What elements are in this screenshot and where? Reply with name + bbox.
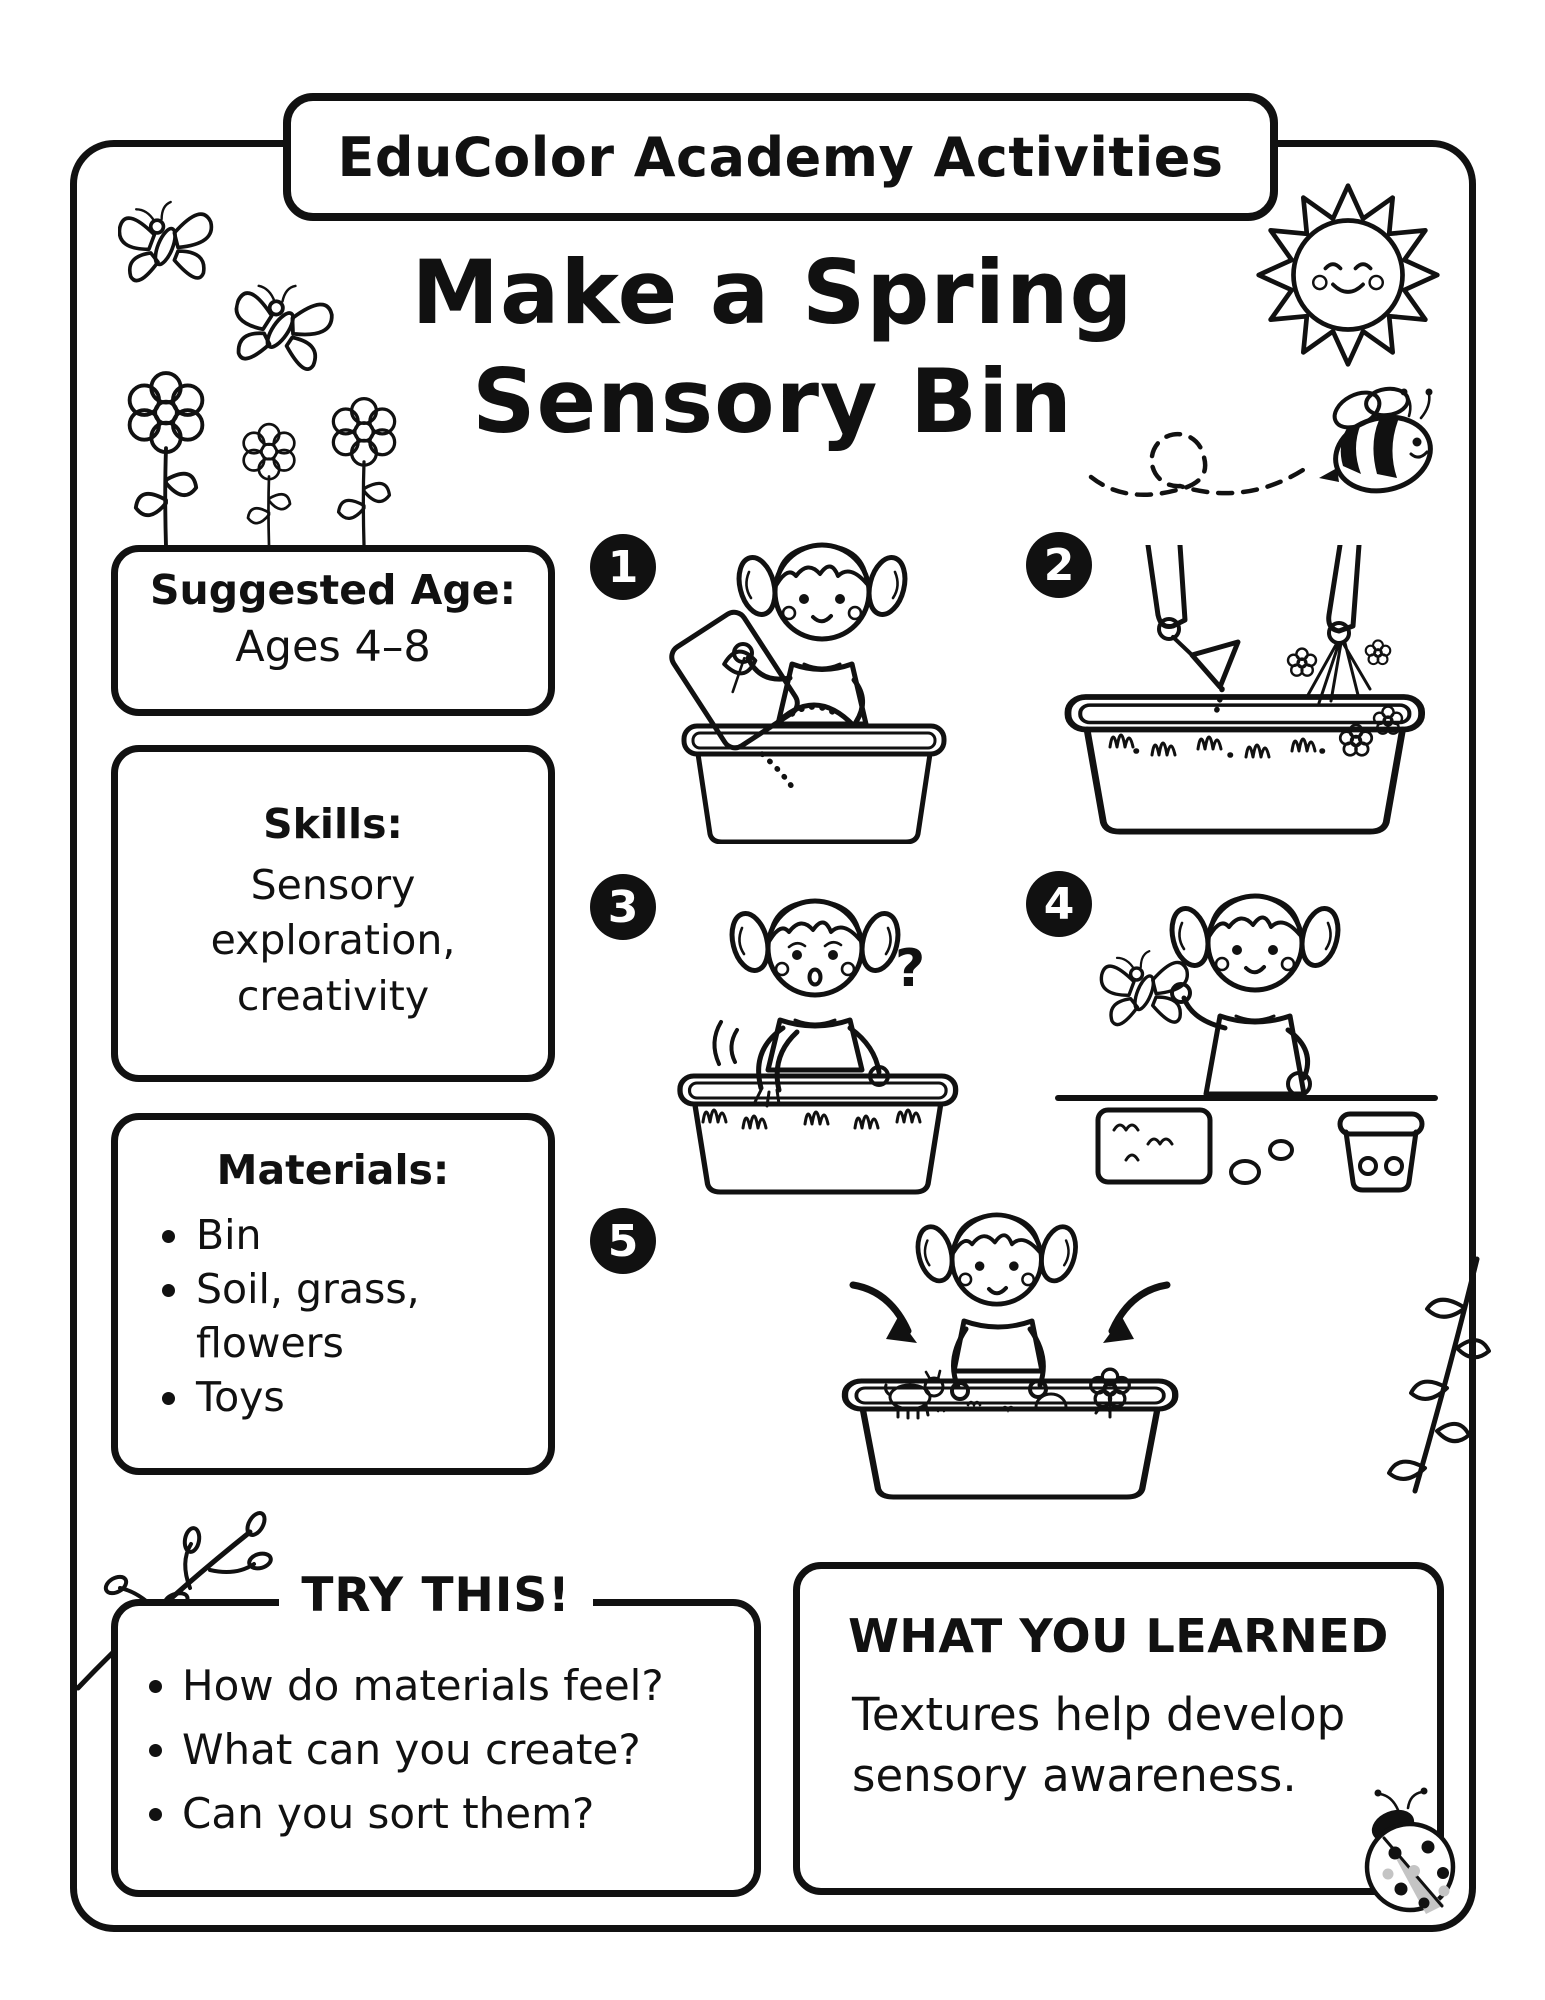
step-5-illustration <box>798 1193 1222 1503</box>
flower-icon <box>112 370 220 548</box>
step-4-badge: 4 <box>1026 871 1092 937</box>
step-3-illustration <box>645 858 985 1200</box>
ladybug-icon <box>1350 1786 1465 1918</box>
skills-label: Skills: <box>263 800 403 848</box>
flower-icon <box>228 422 310 546</box>
step-2-illustration <box>1040 545 1450 837</box>
step-1-badge: 1 <box>590 534 656 600</box>
materials-label: Materials: <box>216 1146 450 1194</box>
branch-icon <box>1345 1253 1495 1498</box>
suggested-age-value: Ages 4–8 <box>235 622 431 672</box>
page-title <box>300 238 1245 456</box>
skills-box <box>111 745 555 1082</box>
step-2-badge: 2 <box>1026 532 1092 598</box>
try-this-title: TRY THIS! <box>279 1568 592 1623</box>
try-this-list <box>118 1654 754 1845</box>
materials-item: • Toys <box>194 1370 548 1424</box>
try-this-item: • Can you sort them? <box>182 1782 754 1846</box>
title-line-1: Make a Spring <box>411 241 1134 344</box>
what-you-learned-box <box>793 1562 1444 1895</box>
materials-box <box>111 1113 555 1475</box>
title-line-2: Sensory Bin <box>472 350 1073 454</box>
skills-value: Sensory exploration, creativity <box>210 861 456 1020</box>
materials-item: • Bin <box>194 1208 548 1262</box>
suggested-age-box <box>111 545 555 716</box>
brand-header <box>283 93 1278 221</box>
try-this-item: • How do materials feel? <box>182 1654 754 1718</box>
step-5-badge: 5 <box>590 1208 656 1274</box>
step-1-illustration <box>642 512 987 844</box>
question-mark: ? <box>895 939 926 999</box>
sun-icon <box>1254 181 1442 369</box>
try-this-legend <box>111 1568 761 1623</box>
materials-item: • Soil, grass, flowers <box>194 1262 548 1370</box>
try-this-box <box>111 1599 761 1897</box>
suggested-age-label: Suggested Age: <box>150 566 516 614</box>
what-you-learned-title: WHAT YOU LEARNED <box>848 1609 1389 1663</box>
step-3-badge: 3 <box>590 874 656 940</box>
materials-list <box>118 1208 548 1424</box>
brand-title: EduColor Academy Activities <box>337 125 1224 189</box>
butterfly-icon <box>118 196 218 288</box>
try-this-item: • What can you create? <box>182 1718 754 1782</box>
what-you-learned-body: Textures help develop sensory awareness. <box>852 1688 1346 1802</box>
step-4-illustration <box>1040 858 1450 1200</box>
